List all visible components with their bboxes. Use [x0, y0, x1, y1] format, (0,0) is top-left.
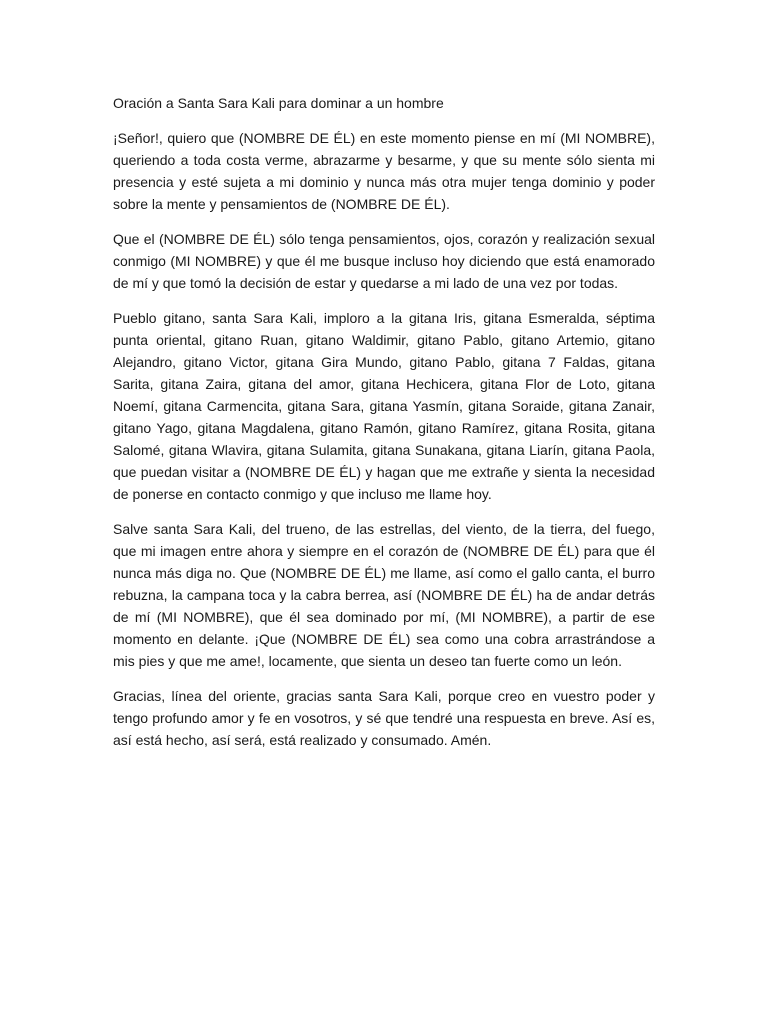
document-title: Oración a Santa Sara Kali para dominar a un hombre	[113, 95, 444, 111]
paragraph-1: ¡Señor!, quiero que (NOMBRE DE ÉL) en este momento piense en mí (MI NOMBRE), queriendo a toda costa verme, abrazarme y besarme, y que su mente sólo sienta mi presencia y esté sujeta a mi dominio y nunca más otra mujer tenga dominio y poder sobre la mente y pensamientos de (NOMBRE DE ÉL).	[113, 130, 655, 212]
paragraph-2: Que el (NOMBRE DE ÉL) sólo tenga pensamientos, ojos, corazón y realización sexual conmigo (MI NOMBRE) y que él me busque incluso hoy diciendo que está enamorado de mí y que tomó la decisión de estar y quedarse a mi lado de una vez por todas.	[113, 231, 655, 291]
paragraph-4: Salve santa Sara Kali, del trueno, de las estrellas, del viento, de la tierra, del fuego, que mi imagen entre ahora y siempre en el corazón de (NOMBRE DE ÉL) para que él nunca más diga no. Que (NOMBRE DE ÉL) me llame, así como el gallo canta, el burro rebuzna, la campana toca y la cabra berrea, así (NOMBRE DE ÉL) ha de andar detrás de mí (MI NOMBRE), que él sea dominado por mí, (MI NOMBRE), a partir de ese momento en delante. ¡Que (NOMBRE DE ÉL) sea como una cobra arrastrándose a mis pies y que me ame!, locamente, que sienta un deseo tan fuerte como un león.	[113, 521, 655, 669]
paragraph-5: Gracias, línea del oriente, gracias santa Sara Kali, porque creo en vuestro poder y tengo profundo amor y fe en vosotros, y sé que tendré una respuesta en breve. Así es, así está hecho, así será, está realizado y consumado. Amén.	[113, 688, 655, 748]
document-page	[113, 92, 655, 764]
paragraph-3: Pueblo gitano, santa Sara Kali, imploro a la gitana Iris, gitana Esmeralda, séptima punta oriental, gitano Ruan, gitano Waldimir, gitano Pablo, gitano Artemio, gitano Alejandro, gitano Victor, gitana Gira Mundo, gitano Pablo, gitana 7 Faldas, gitana Sarita, gitana Zaira, gitana del amor, gitana Hechicera, gitana Flor de Loto, gitana Noemí, gitana Carmencita, gitana Sara, gitana Yasmín, gitana Soraide, gitana Zanair, gitano Yago, gitana Magdalena, gitano Ramón, gitano Ramírez, gitana Rosita, gitana Salomé, gitana Wlavira, gitana Sulamita, gitana Sunakana, gitana Liarín, gitana Paola, que puedan visitar a (NOMBRE DE ÉL) y hagan que me extrañe y sienta la necesidad de ponerse en contacto conmigo y que incluso me llame hoy.	[113, 310, 655, 502]
